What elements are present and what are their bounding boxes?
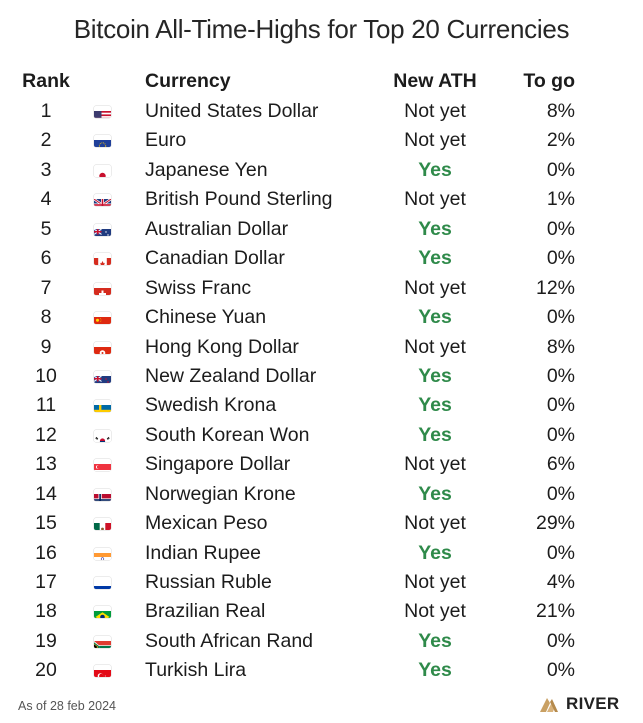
sg-flag-icon bbox=[94, 459, 111, 471]
new-ath-cell: Yes bbox=[418, 629, 452, 652]
table-row bbox=[0, 304, 643, 333]
to-go-cell: 0% bbox=[546, 629, 575, 652]
rank-cell: 17 bbox=[35, 571, 57, 593]
to-go-cell: 12% bbox=[535, 276, 575, 299]
rank-cell: 14 bbox=[35, 482, 57, 505]
to-go-cell: 0% bbox=[546, 482, 575, 505]
table-row bbox=[0, 481, 643, 510]
new-ath-cell: Not yet bbox=[404, 276, 466, 299]
ru-flag-icon bbox=[94, 577, 111, 589]
tr-flag-icon bbox=[94, 665, 111, 677]
table-row bbox=[0, 186, 643, 215]
new-ath-cell: Yes bbox=[418, 482, 452, 505]
br-flag-icon bbox=[94, 606, 111, 618]
table-row bbox=[0, 216, 643, 245]
page-title: Bitcoin All-Time-Highs for Top 20 Currencies bbox=[73, 14, 570, 44]
new-ath-cell: Yes bbox=[418, 158, 452, 181]
table-row bbox=[0, 598, 643, 627]
flag-cell bbox=[94, 106, 112, 118]
new-ath-cell: Yes bbox=[418, 364, 452, 387]
to-go-cell: 1% bbox=[546, 188, 575, 211]
currency-name-cell: South Korean Won bbox=[145, 423, 310, 446]
rank-cell: 5 bbox=[40, 217, 52, 240]
rank-cell: 20 bbox=[35, 659, 57, 682]
table-row bbox=[0, 392, 643, 421]
currency-name-cell: Brazilian Real bbox=[145, 600, 266, 623]
new-ath-cell: Yes bbox=[418, 306, 452, 329]
rank-cell: 9 bbox=[40, 335, 52, 358]
flag-cell bbox=[94, 135, 112, 147]
flag-cell bbox=[94, 312, 112, 324]
table-row bbox=[0, 569, 643, 598]
flag-cell bbox=[94, 548, 112, 560]
rank-cell: 2 bbox=[40, 129, 52, 152]
currency-name-cell: Russian Ruble bbox=[145, 571, 272, 593]
table-row bbox=[0, 245, 643, 274]
kr-flag-icon bbox=[94, 430, 111, 442]
to-go-cell: 0% bbox=[546, 541, 575, 564]
river-logo bbox=[538, 694, 619, 714]
river-logo-icon bbox=[538, 695, 560, 713]
table-row bbox=[0, 127, 643, 156]
flag-cell bbox=[94, 459, 112, 471]
au-flag-icon bbox=[94, 224, 111, 236]
new-ath-cell: Yes bbox=[418, 659, 452, 682]
rank-cell: 4 bbox=[40, 188, 52, 211]
flag-cell bbox=[94, 283, 112, 295]
cn-flag-icon bbox=[94, 312, 111, 324]
to-go-cell: 4% bbox=[546, 571, 575, 593]
rank-cell: 16 bbox=[35, 541, 57, 564]
rank-cell: 19 bbox=[35, 629, 57, 652]
currency-name-cell: Mexican Peso bbox=[145, 512, 268, 535]
currency-name-cell: Euro bbox=[145, 129, 187, 152]
flag-cell bbox=[94, 665, 112, 677]
flag-cell bbox=[94, 577, 112, 589]
flag-cell bbox=[94, 224, 112, 236]
currency-table bbox=[0, 68, 643, 687]
table-row bbox=[0, 510, 643, 539]
table-row bbox=[0, 657, 643, 686]
new-ath-cell: Not yet bbox=[404, 335, 466, 358]
currency-name-cell: United States Dollar bbox=[145, 100, 319, 122]
currency-name-cell: South African Rand bbox=[145, 629, 314, 652]
new-ath-cell: Yes bbox=[418, 541, 452, 564]
rank-cell: 6 bbox=[40, 247, 52, 270]
currency-name-cell: New Zealand Dollar bbox=[145, 364, 317, 387]
table-row bbox=[0, 422, 643, 451]
rank-cell: 10 bbox=[35, 364, 57, 387]
to-go-cell: 0% bbox=[546, 247, 575, 270]
flag-cell bbox=[94, 371, 112, 383]
se-flag-icon bbox=[94, 400, 111, 412]
new-ath-cell: Not yet bbox=[404, 453, 466, 476]
za-flag-icon bbox=[94, 636, 111, 648]
flag-cell bbox=[94, 165, 112, 177]
to-go-cell: 0% bbox=[546, 423, 575, 446]
to-go-cell: 6% bbox=[546, 453, 575, 476]
rank-cell: 11 bbox=[35, 394, 57, 417]
ca-flag-icon bbox=[94, 253, 111, 265]
new-ath-cell: Not yet bbox=[404, 600, 466, 623]
new-ath-cell: Yes bbox=[418, 217, 452, 240]
jp-flag-icon bbox=[94, 165, 111, 177]
currency-name-cell: Singapore Dollar bbox=[145, 453, 291, 476]
header-to-go: To go bbox=[523, 70, 575, 92]
new-ath-cell: Not yet bbox=[404, 571, 466, 593]
new-ath-cell: Yes bbox=[418, 423, 452, 446]
nz-flag-icon bbox=[94, 371, 111, 383]
flag-cell bbox=[94, 489, 112, 501]
rank-cell: 13 bbox=[35, 453, 57, 476]
new-ath-cell: Yes bbox=[418, 394, 452, 417]
currency-name-cell: Turkish Lira bbox=[145, 659, 247, 682]
header-currency: Currency bbox=[145, 70, 231, 92]
to-go-cell: 8% bbox=[546, 100, 575, 122]
rank-cell: 15 bbox=[35, 512, 57, 535]
eu-flag-icon bbox=[94, 135, 111, 147]
new-ath-cell: Not yet bbox=[404, 188, 466, 211]
new-ath-cell: Not yet bbox=[404, 129, 466, 152]
currency-name-cell: Chinese Yuan bbox=[145, 306, 267, 329]
new-ath-cell: Not yet bbox=[404, 100, 466, 122]
rank-cell: 12 bbox=[35, 423, 57, 446]
table-header bbox=[0, 68, 643, 98]
currency-name-cell: Swiss Franc bbox=[145, 276, 252, 299]
brand-name: RIVER bbox=[566, 694, 620, 713]
hk-flag-icon bbox=[94, 342, 111, 354]
currency-name-cell: Canadian Dollar bbox=[145, 247, 285, 270]
mx-flag-icon bbox=[94, 518, 111, 530]
flag-cell bbox=[94, 636, 112, 648]
currency-name-cell: British Pound Sterling bbox=[145, 188, 333, 211]
table-row bbox=[0, 363, 643, 392]
header-rank: Rank bbox=[22, 70, 70, 92]
to-go-cell: 0% bbox=[546, 158, 575, 181]
to-go-cell: 2% bbox=[546, 129, 575, 152]
currency-name-cell: Hong Kong Dollar bbox=[145, 335, 299, 358]
table-row bbox=[0, 334, 643, 363]
gb-flag-icon bbox=[94, 194, 111, 206]
new-ath-cell: Not yet bbox=[404, 512, 466, 535]
currency-name-cell: Japanese Yen bbox=[145, 158, 268, 181]
rank-cell: 8 bbox=[40, 306, 52, 329]
table-row bbox=[0, 451, 643, 480]
flag-cell bbox=[94, 606, 112, 618]
header-new-ath: New ATH bbox=[393, 70, 477, 92]
flag-cell bbox=[94, 430, 112, 442]
currency-name-cell: Swedish Krona bbox=[145, 394, 277, 417]
flag-cell bbox=[94, 194, 112, 206]
currency-name-cell: Australian Dollar bbox=[145, 217, 289, 240]
to-go-cell: 8% bbox=[546, 335, 575, 358]
to-go-cell: 21% bbox=[535, 600, 575, 623]
table-row bbox=[0, 628, 643, 657]
flag-cell bbox=[94, 400, 112, 412]
rank-cell: 1 bbox=[40, 100, 52, 122]
no-flag-icon bbox=[94, 489, 111, 501]
table-row bbox=[0, 98, 643, 127]
flag-cell bbox=[94, 342, 112, 354]
date-note: As of 28 feb 2024 bbox=[18, 699, 116, 713]
rank-cell: 3 bbox=[40, 158, 52, 181]
to-go-cell: 29% bbox=[535, 512, 575, 535]
flag-cell bbox=[94, 253, 112, 265]
rank-cell: 18 bbox=[35, 600, 57, 623]
rank-cell: 7 bbox=[40, 276, 52, 299]
flag-cell bbox=[94, 518, 112, 530]
to-go-cell: 0% bbox=[546, 217, 575, 240]
new-ath-cell: Yes bbox=[418, 247, 452, 270]
to-go-cell: 0% bbox=[546, 659, 575, 682]
us-flag-icon bbox=[94, 106, 111, 118]
to-go-cell: 0% bbox=[546, 394, 575, 417]
table-row bbox=[0, 157, 643, 186]
table-row bbox=[0, 540, 643, 569]
in-flag-icon bbox=[94, 548, 111, 560]
table-row bbox=[0, 275, 643, 304]
to-go-cell: 0% bbox=[546, 364, 575, 387]
ch-flag-icon bbox=[94, 283, 111, 295]
to-go-cell: 0% bbox=[546, 306, 575, 329]
currency-name-cell: Indian Rupee bbox=[145, 541, 262, 564]
currency-name-cell: Norwegian Krone bbox=[145, 482, 296, 505]
